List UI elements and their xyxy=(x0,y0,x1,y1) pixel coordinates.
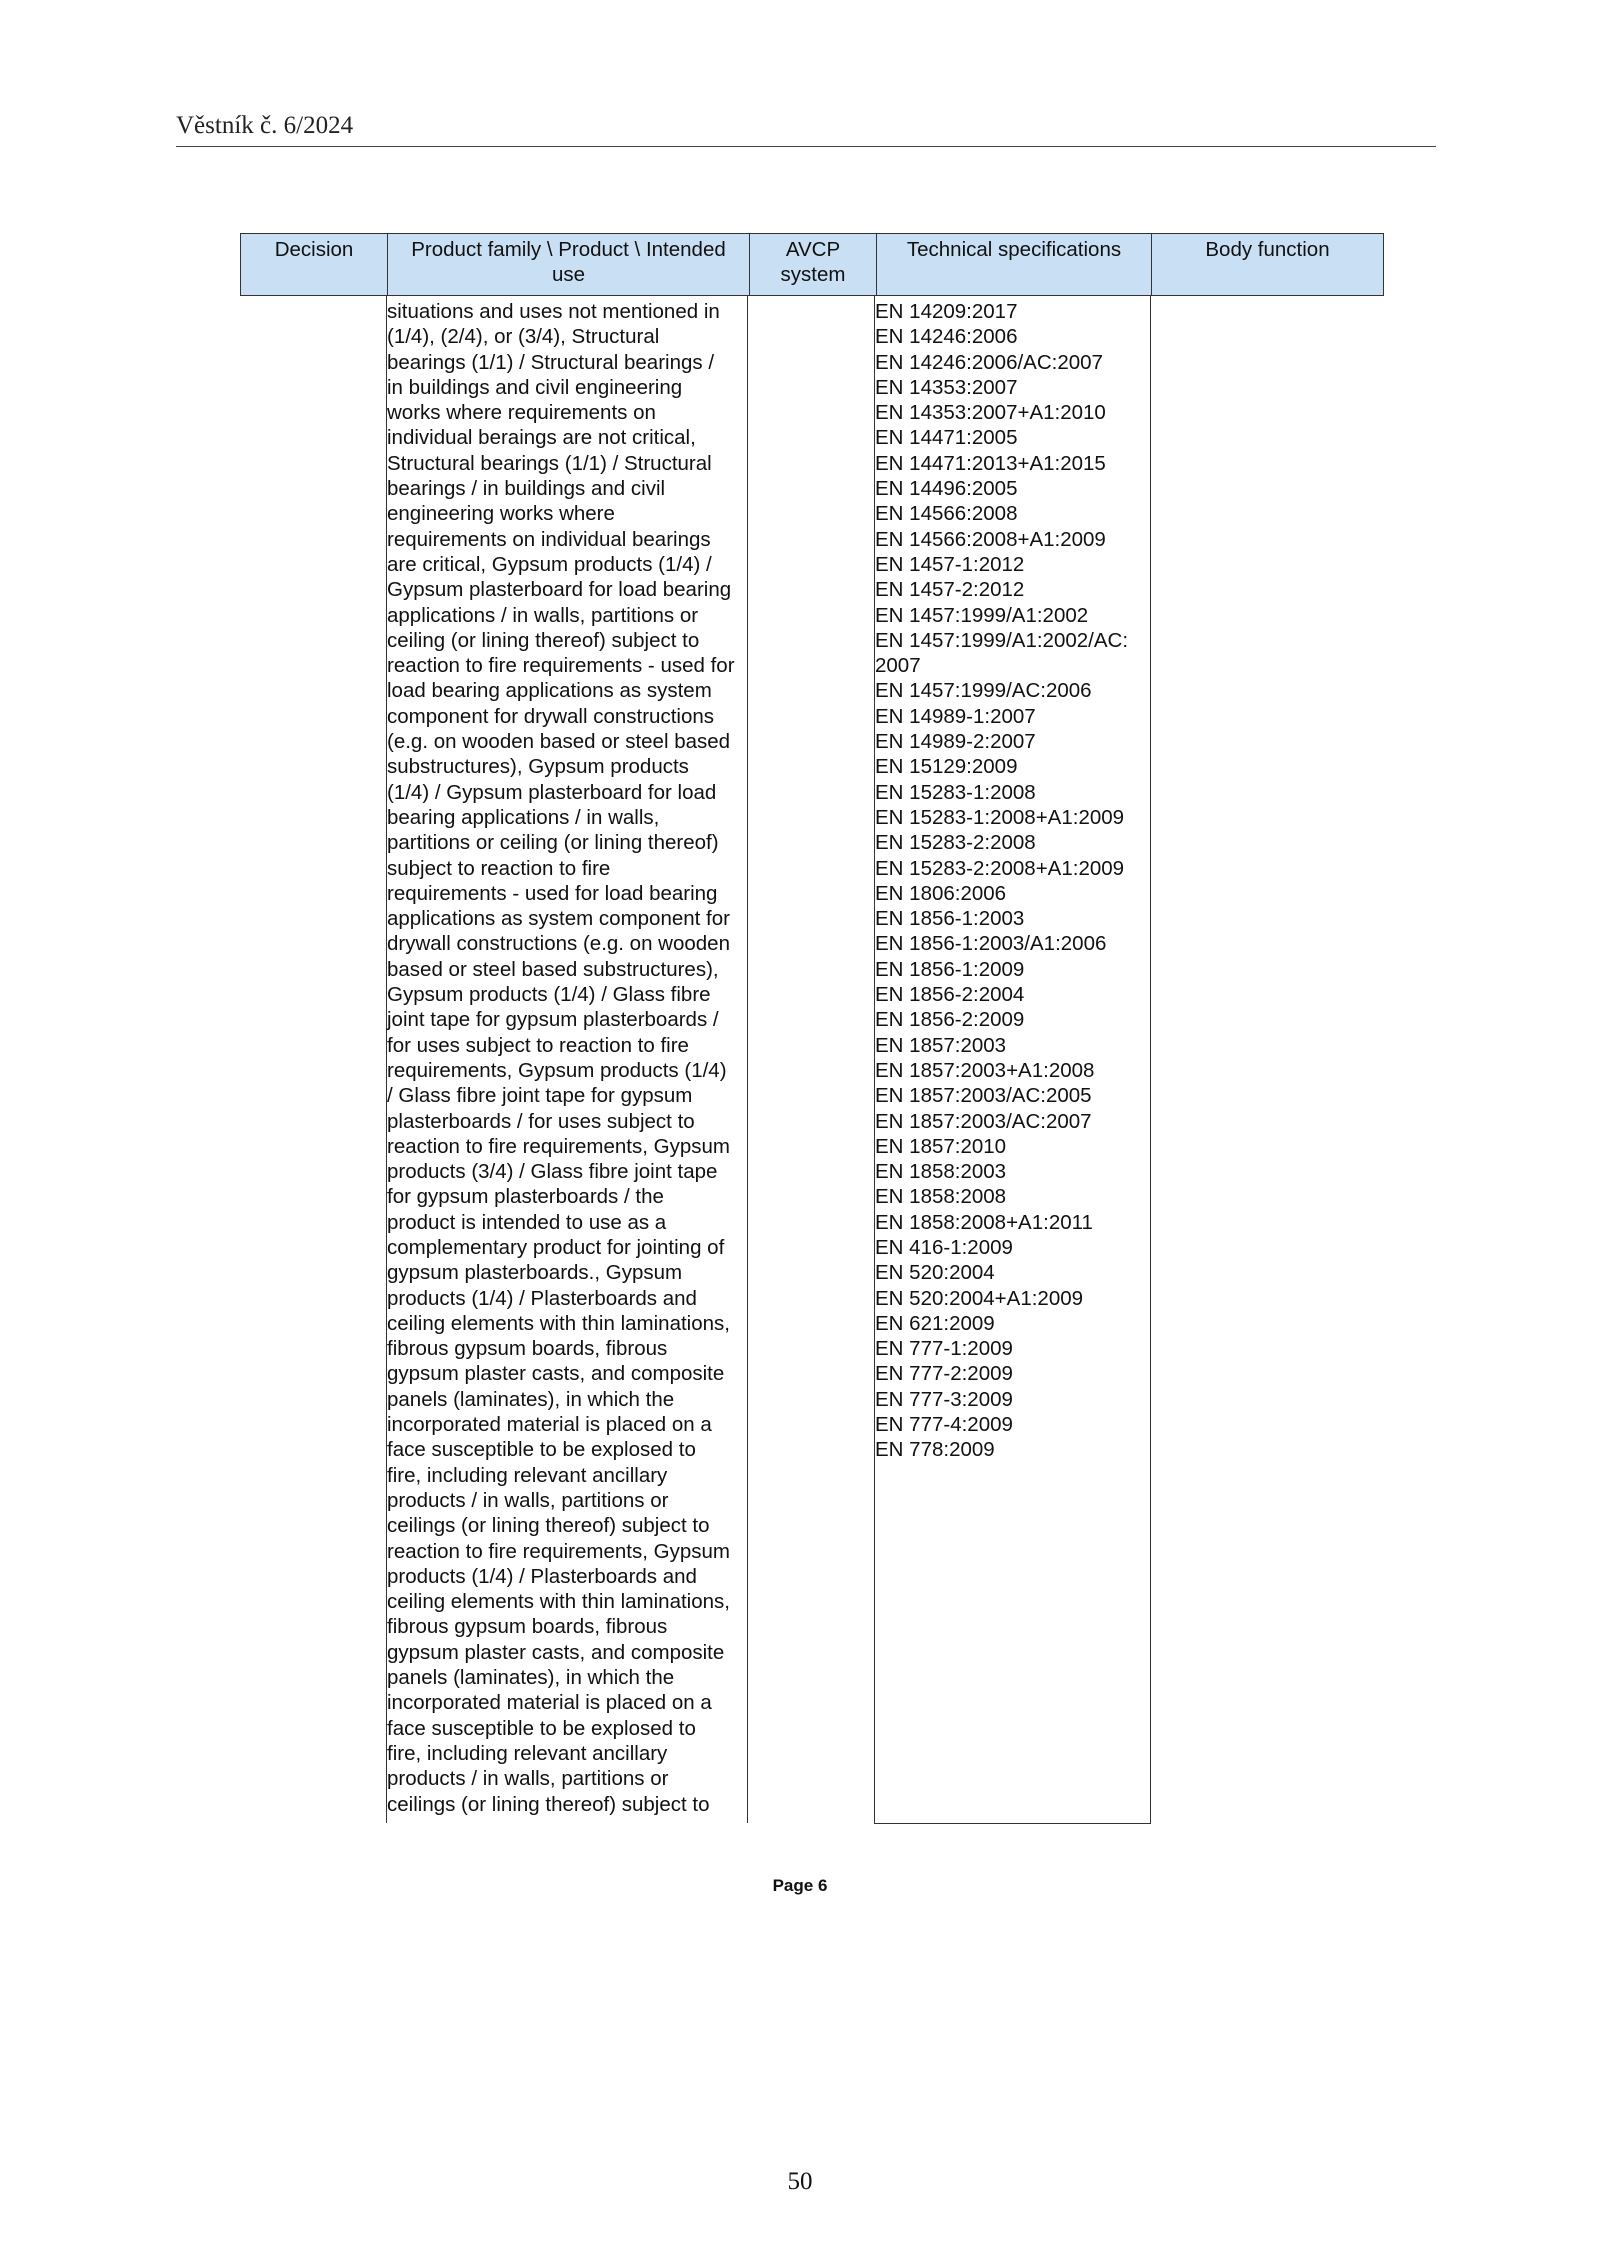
specification-item: EN 1857:2003+A1:2008 xyxy=(875,1058,1095,1082)
product-text-line: incorporated material is placed on a xyxy=(387,1691,712,1715)
product-text-line: load bearing applications as system xyxy=(387,679,712,703)
product-text-line: fibrous gypsum boards, fibrous xyxy=(387,1615,668,1639)
specification-item: EN 520:2004+A1:2009 xyxy=(875,1286,1084,1310)
product-text-line: bearing applications / in walls, xyxy=(387,805,660,829)
specification-item: EN 1457:1999/A1:2002/AC: xyxy=(875,628,1129,652)
product-text-line: ceiling elements with thin laminations, xyxy=(387,1590,730,1614)
product-text-line: subject to reaction to fire xyxy=(387,856,611,880)
product-text-line: Structural bearings (1/1) / Structural xyxy=(387,451,712,475)
specification-item: EN 14246:2006/AC:2007 xyxy=(875,350,1103,374)
specification-item: EN 14566:2008 xyxy=(875,502,1018,526)
specification-item: EN 1858:2008+A1:2011 xyxy=(875,1210,1093,1234)
product-text-line: gypsum plaster casts, and composite xyxy=(387,1640,725,1664)
specification-item: EN 1457:1999/AC:2006 xyxy=(875,679,1092,703)
product-text-line: fire, including relevant ancillary xyxy=(387,1463,668,1487)
product-text-line: (1/4), (2/4), or (3/4), Structural xyxy=(387,325,660,349)
product-text-line: / Glass fibre joint tape for gypsum xyxy=(387,1084,693,1108)
column-header-specifications: Technical specifications xyxy=(877,234,1152,295)
product-text-line: ceilings (or lining thereof) subject to xyxy=(387,1792,710,1816)
specification-item: EN 1856-1:2003 xyxy=(875,907,1025,931)
technical-specifications-cell xyxy=(875,299,1149,1463)
product-description-cell xyxy=(387,299,745,1817)
journal-title: Věstník č. 6/2024 xyxy=(176,112,354,139)
product-text-line: ceiling elements with thin laminations, xyxy=(387,1311,730,1335)
specification-item: EN 14353:2007 xyxy=(875,375,1018,399)
specification-item: EN 778:2009 xyxy=(875,1438,995,1462)
product-text-line: bearings / in buildings and civil xyxy=(387,477,666,501)
page-header xyxy=(176,112,1436,147)
product-text-line: panels (laminates), in which the xyxy=(387,1387,675,1411)
specification-item: EN 1856-2:2004 xyxy=(875,983,1025,1007)
product-text-line: gypsum plaster casts, and composite xyxy=(387,1362,725,1386)
specification-item: EN 621:2009 xyxy=(875,1311,995,1335)
product-text-line: for uses subject to reaction to fire xyxy=(387,1033,689,1057)
specification-item: EN 14566:2008+A1:2009 xyxy=(875,527,1106,551)
specification-item: EN 14496:2005 xyxy=(875,477,1018,501)
product-text-line: Gypsum products (1/4) / Glass fibre xyxy=(387,983,711,1007)
product-text-line: applications as system component for xyxy=(387,907,730,931)
specification-item: EN 520:2004 xyxy=(875,1261,995,1285)
product-text-line: in buildings and civil engineering xyxy=(387,375,683,399)
product-text-line: requirements on individual bearings xyxy=(387,527,711,551)
product-text-line: products (3/4) / Glass fibre joint tape xyxy=(387,1160,718,1184)
product-text-line: panels (laminates), in which the xyxy=(387,1666,675,1690)
product-text-line: are critical, Gypsum products (1/4) / xyxy=(387,552,712,576)
specification-item: EN 1858:2008 xyxy=(875,1185,1007,1209)
product-text-line: reaction to fire requirements, Gypsum xyxy=(387,1134,730,1158)
product-text-line: complementary product for jointing of xyxy=(387,1235,725,1259)
product-text-line: gypsum plasterboards., Gypsum xyxy=(387,1261,683,1285)
specification-item: EN 1858:2003 xyxy=(875,1160,1007,1184)
product-text-line: plasterboards / for uses subject to xyxy=(387,1109,695,1133)
product-text-line: products (1/4) / Plasterboards and xyxy=(387,1286,697,1310)
column-header-product: Product family \ Product \ Intended use xyxy=(388,234,750,295)
product-text-line: joint tape for gypsum plasterboards / xyxy=(387,1008,719,1032)
product-text-line: (1/4) / Gypsum plasterboard for load xyxy=(387,780,717,804)
specification-item: 2007 xyxy=(875,654,921,678)
specification-item: EN 1857:2003 xyxy=(875,1033,1007,1057)
product-text-line: ceiling (or lining thereof) subject to xyxy=(387,628,700,652)
specification-item: EN 14989-1:2007 xyxy=(875,704,1036,728)
specification-item: EN 14209:2017 xyxy=(875,300,1018,323)
specification-item: EN 14246:2006 xyxy=(875,325,1018,349)
specification-item: EN 1457-2:2012 xyxy=(875,578,1025,602)
specification-item: EN 1856-1:2003/A1:2006 xyxy=(875,932,1107,956)
product-text-line: individual beraings are not critical, xyxy=(387,426,696,450)
spec-column-right-border xyxy=(1150,296,1151,1823)
product-text-line: ceilings (or lining thereof) subject to xyxy=(387,1514,710,1538)
column-header-decision: Decision xyxy=(241,234,388,295)
product-text-line: substructures), Gypsum products xyxy=(387,755,689,779)
product-text-line: Gypsum plasterboard for load bearing xyxy=(387,578,732,602)
product-text-line: situations and uses not mentioned in xyxy=(387,300,720,323)
product-text-line: incorporated material is placed on a xyxy=(387,1413,712,1437)
specification-item: EN 15283-1:2008+A1:2009 xyxy=(875,805,1125,829)
specification-item: EN 15283-2:2008 xyxy=(875,831,1036,855)
specification-item: EN 15129:2009 xyxy=(875,755,1018,779)
product-text-line: partitions or ceiling (or lining thereof) xyxy=(387,831,719,855)
table-header-row xyxy=(240,233,1384,296)
specification-item: EN 777-1:2009 xyxy=(875,1337,1013,1361)
specification-item: EN 14353:2007+A1:2010 xyxy=(875,401,1106,425)
specification-item: EN 1856-1:2009 xyxy=(875,957,1025,981)
specification-item: EN 1457:1999/A1:2002 xyxy=(875,603,1089,627)
product-text-line: products / in walls, partitions or xyxy=(387,1488,669,1512)
product-text-line: works where requirements on xyxy=(387,401,656,425)
product-text-line: reaction to fire requirements - used for xyxy=(387,654,735,678)
specification-item: EN 14989-2:2007 xyxy=(875,730,1036,754)
product-text-line: engineering works where xyxy=(387,502,615,526)
product-text-line: applications / in walls, partitions or xyxy=(387,603,699,627)
product-text-line: face susceptible to be explosed to xyxy=(387,1438,696,1462)
page-number: 50 xyxy=(787,2168,813,2195)
product-text-line: requirements - used for load bearing xyxy=(387,881,718,905)
product-text-line: fire, including relevant ancillary xyxy=(387,1741,668,1765)
specification-item: EN 1857:2003/AC:2005 xyxy=(875,1084,1092,1108)
specification-item: EN 14471:2005 xyxy=(875,426,1018,450)
product-text-line: bearings (1/1) / Structural bearings / xyxy=(387,350,715,374)
product-text-line: drywall constructions (e.g. on wooden xyxy=(387,932,730,956)
specification-item: EN 777-4:2009 xyxy=(875,1413,1013,1437)
product-text-line: products (1/4) / Plasterboards and xyxy=(387,1564,697,1588)
specification-item: EN 1806:2006 xyxy=(875,881,1007,905)
product-text-line: based or steel based substructures), xyxy=(387,957,719,981)
specification-item: EN 777-2:2009 xyxy=(875,1362,1013,1386)
specification-item: EN 14471:2013+A1:2015 xyxy=(875,451,1106,475)
product-text-line: (e.g. on wooden based or steel based xyxy=(387,730,731,754)
specification-item: EN 1857:2003/AC:2007 xyxy=(875,1109,1092,1133)
product-column-right-border xyxy=(747,296,748,1823)
specification-item: EN 15283-1:2008 xyxy=(875,780,1036,804)
table-page-label: Page 6 xyxy=(772,1876,828,1895)
product-text-line: products / in walls, partitions or xyxy=(387,1767,669,1791)
product-text-line: component for drywall constructions xyxy=(387,704,715,728)
product-text-line: product is intended to use as a xyxy=(387,1210,667,1234)
specification-item: EN 1457-1:2012 xyxy=(875,552,1025,576)
specification-item: EN 1856-2:2009 xyxy=(875,1008,1025,1032)
specification-item: EN 416-1:2009 xyxy=(875,1235,1013,1259)
product-text-line: face susceptible to be explosed to xyxy=(387,1716,696,1740)
specification-item: EN 15283-2:2008+A1:2009 xyxy=(875,856,1125,880)
column-header-avcp: AVCP system xyxy=(750,234,877,295)
specification-item: EN 1857:2010 xyxy=(875,1134,1007,1158)
product-text-line: reaction to fire requirements, Gypsum xyxy=(387,1539,730,1563)
product-text-line: for gypsum plasterboards / the xyxy=(387,1185,664,1209)
spec-column-bottom-border xyxy=(874,1823,1151,1824)
product-text-line: fibrous gypsum boards, fibrous xyxy=(387,1337,668,1361)
specification-item: EN 777-3:2009 xyxy=(875,1387,1013,1411)
product-text-line: requirements, Gypsum products (1/4) xyxy=(387,1058,727,1082)
column-header-body-function: Body function xyxy=(1205,238,1330,261)
